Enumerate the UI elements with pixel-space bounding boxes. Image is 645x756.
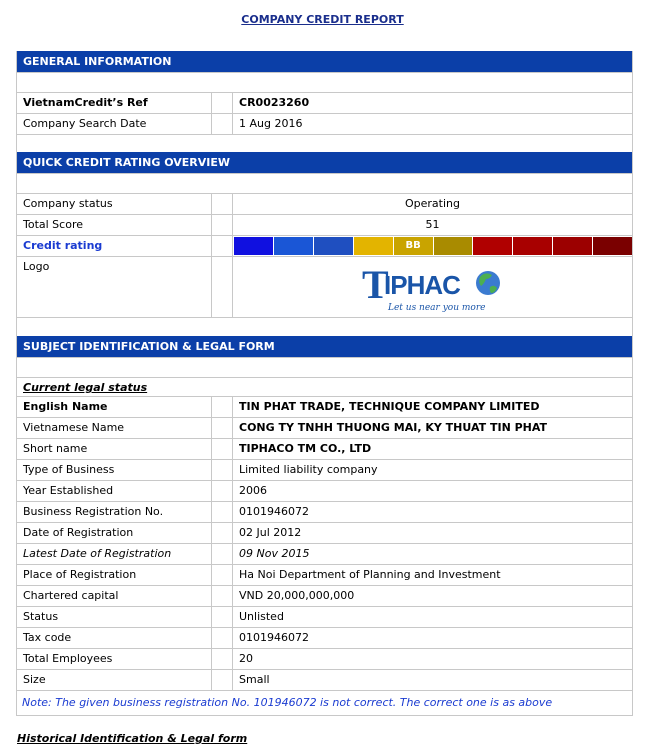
cell-divider xyxy=(211,544,233,564)
cell-divider xyxy=(211,670,233,690)
cell-divider xyxy=(211,502,233,522)
cell-divider xyxy=(211,586,233,606)
cell-divider xyxy=(211,481,233,501)
subject-row xyxy=(17,585,632,606)
cell-divider xyxy=(211,114,233,134)
subject-row-value: Unlisted xyxy=(239,610,284,623)
logo-wordmark: IPHAC xyxy=(384,270,460,300)
subject-row xyxy=(17,606,632,627)
rating-segment xyxy=(314,237,353,255)
credit-rating-row xyxy=(17,235,632,256)
subject-row-value: Limited liability company xyxy=(239,463,378,476)
rating-segment xyxy=(434,237,473,255)
spacer-row xyxy=(17,317,632,337)
cell-divider xyxy=(211,607,233,627)
subject-identification-section xyxy=(16,336,633,716)
rating-segment: BB xyxy=(394,237,433,255)
subject-row-value: 0101946072 xyxy=(239,631,309,644)
subject-row-label: Chartered capital xyxy=(23,589,119,602)
report-title: COMPANY CREDIT REPORT xyxy=(241,13,404,26)
subject-row xyxy=(17,669,632,690)
cell-divider xyxy=(211,397,233,417)
subject-row-label: Type of Business xyxy=(23,463,115,476)
spacer-row xyxy=(17,72,632,92)
logo-row xyxy=(17,256,632,317)
historical-identification-title: Historical Identification & Legal form xyxy=(17,732,248,745)
subject-row xyxy=(17,396,632,417)
subject-row xyxy=(17,501,632,522)
cell-divider xyxy=(211,649,233,669)
cell-divider xyxy=(211,236,233,256)
search-date-value: 1 Aug 2016 xyxy=(239,117,303,130)
registration-note: Note: The given business registration No. 101946072 is not correct. The correct one is as above xyxy=(22,696,553,709)
subject-row xyxy=(17,543,632,564)
subject-row xyxy=(17,522,632,543)
subject-identification-header: SUBJECT IDENTIFICATION & LEGAL FORM xyxy=(17,336,632,357)
search-date-row xyxy=(17,113,632,134)
quick-credit-rating-header: QUICK CREDIT RATING OVERVIEW xyxy=(17,152,632,173)
subject-row-label: Size xyxy=(23,673,46,686)
cell-divider xyxy=(211,194,233,214)
subject-row-label: Status xyxy=(23,610,59,623)
subject-row-label: Place of Registration xyxy=(23,568,137,581)
company-status-row xyxy=(17,193,632,214)
subject-row xyxy=(17,564,632,585)
subject-row-label: Tax code xyxy=(23,631,72,644)
company-status-label: Company status xyxy=(23,197,113,210)
search-date-label: Company Search Date xyxy=(23,117,147,130)
subject-row-label: Total Employees xyxy=(23,652,113,665)
subject-row-value: 02 Jul 2012 xyxy=(239,526,302,539)
subject-row-value: TIN PHAT TRADE, TECHNIQUE COMPANY LIMITED xyxy=(239,400,540,413)
subject-row xyxy=(17,438,632,459)
subject-row-value: 2006 xyxy=(239,484,267,497)
cell-divider xyxy=(211,215,233,235)
company-logo xyxy=(362,262,522,314)
subject-row-label: Year Established xyxy=(23,484,114,497)
rating-segment xyxy=(354,237,393,255)
rating-segment xyxy=(473,237,512,255)
subject-row-value: 0101946072 xyxy=(239,505,309,518)
credit-rating-label: Credit rating xyxy=(23,239,103,252)
cell-divider xyxy=(211,418,233,438)
rating-segment xyxy=(593,237,632,255)
ref-value: CR0023260 xyxy=(239,96,310,109)
current-legal-status-row xyxy=(17,377,632,396)
general-information-section xyxy=(16,51,633,155)
subject-row xyxy=(17,648,632,669)
total-score-label: Total Score xyxy=(23,218,83,231)
subject-row-label: Date of Registration xyxy=(23,526,134,539)
quick-credit-rating-section xyxy=(16,152,633,338)
subject-row xyxy=(17,417,632,438)
spacer-row xyxy=(17,173,632,193)
total-score-value: 51 xyxy=(425,218,440,231)
subject-row-label: English Name xyxy=(23,400,108,413)
cell-divider xyxy=(211,439,233,459)
subject-row-label: Short name xyxy=(23,442,88,455)
subject-row-value: TIPHACO TM CO., LTD xyxy=(239,442,372,455)
current-legal-status-title: Current legal status xyxy=(23,381,148,394)
rating-segment xyxy=(513,237,552,255)
subject-row-value: Small xyxy=(239,673,270,686)
company-status-value: Operating xyxy=(405,197,460,210)
cell-divider xyxy=(211,523,233,543)
subject-row-value: VND 20,000,000,000 xyxy=(239,589,355,602)
rating-segment xyxy=(274,237,313,255)
ref-row xyxy=(17,92,632,113)
logo-label: Logo xyxy=(23,260,50,273)
total-score-row xyxy=(17,214,632,235)
logo-tagline: Let us near you more xyxy=(388,303,486,313)
subject-row-label: Latest Date of Registration xyxy=(23,547,172,560)
subject-row xyxy=(17,459,632,480)
cell-divider xyxy=(211,257,233,318)
ref-label: VietnamCredit’s Ref xyxy=(23,96,148,109)
cell-divider xyxy=(211,565,233,585)
cell-divider xyxy=(211,460,233,480)
credit-rating-scale xyxy=(233,237,632,255)
general-information-header: GENERAL INFORMATION xyxy=(17,51,632,72)
subject-row-value: 20 xyxy=(239,652,253,665)
rating-segment xyxy=(234,237,273,255)
spacer-row xyxy=(17,357,632,377)
spacer-row xyxy=(17,134,632,154)
subject-row-label: Business Registration No. xyxy=(23,505,164,518)
subject-row xyxy=(17,480,632,501)
subject-row-value: Ha Noi Department of Planning and Investment xyxy=(239,568,501,581)
subject-row xyxy=(17,627,632,648)
subject-row-value: CONG TY TNHH THUONG MAI, KY THUAT TIN PHAT xyxy=(239,421,548,434)
subject-row-label: Vietnamese Name xyxy=(23,421,125,434)
subject-row-value: 09 Nov 2015 xyxy=(239,547,310,560)
rating-segment xyxy=(553,237,592,255)
cell-divider xyxy=(211,93,233,113)
subject-rows xyxy=(17,396,632,710)
logo-initial: T xyxy=(362,262,389,307)
cell-divider xyxy=(211,628,233,648)
